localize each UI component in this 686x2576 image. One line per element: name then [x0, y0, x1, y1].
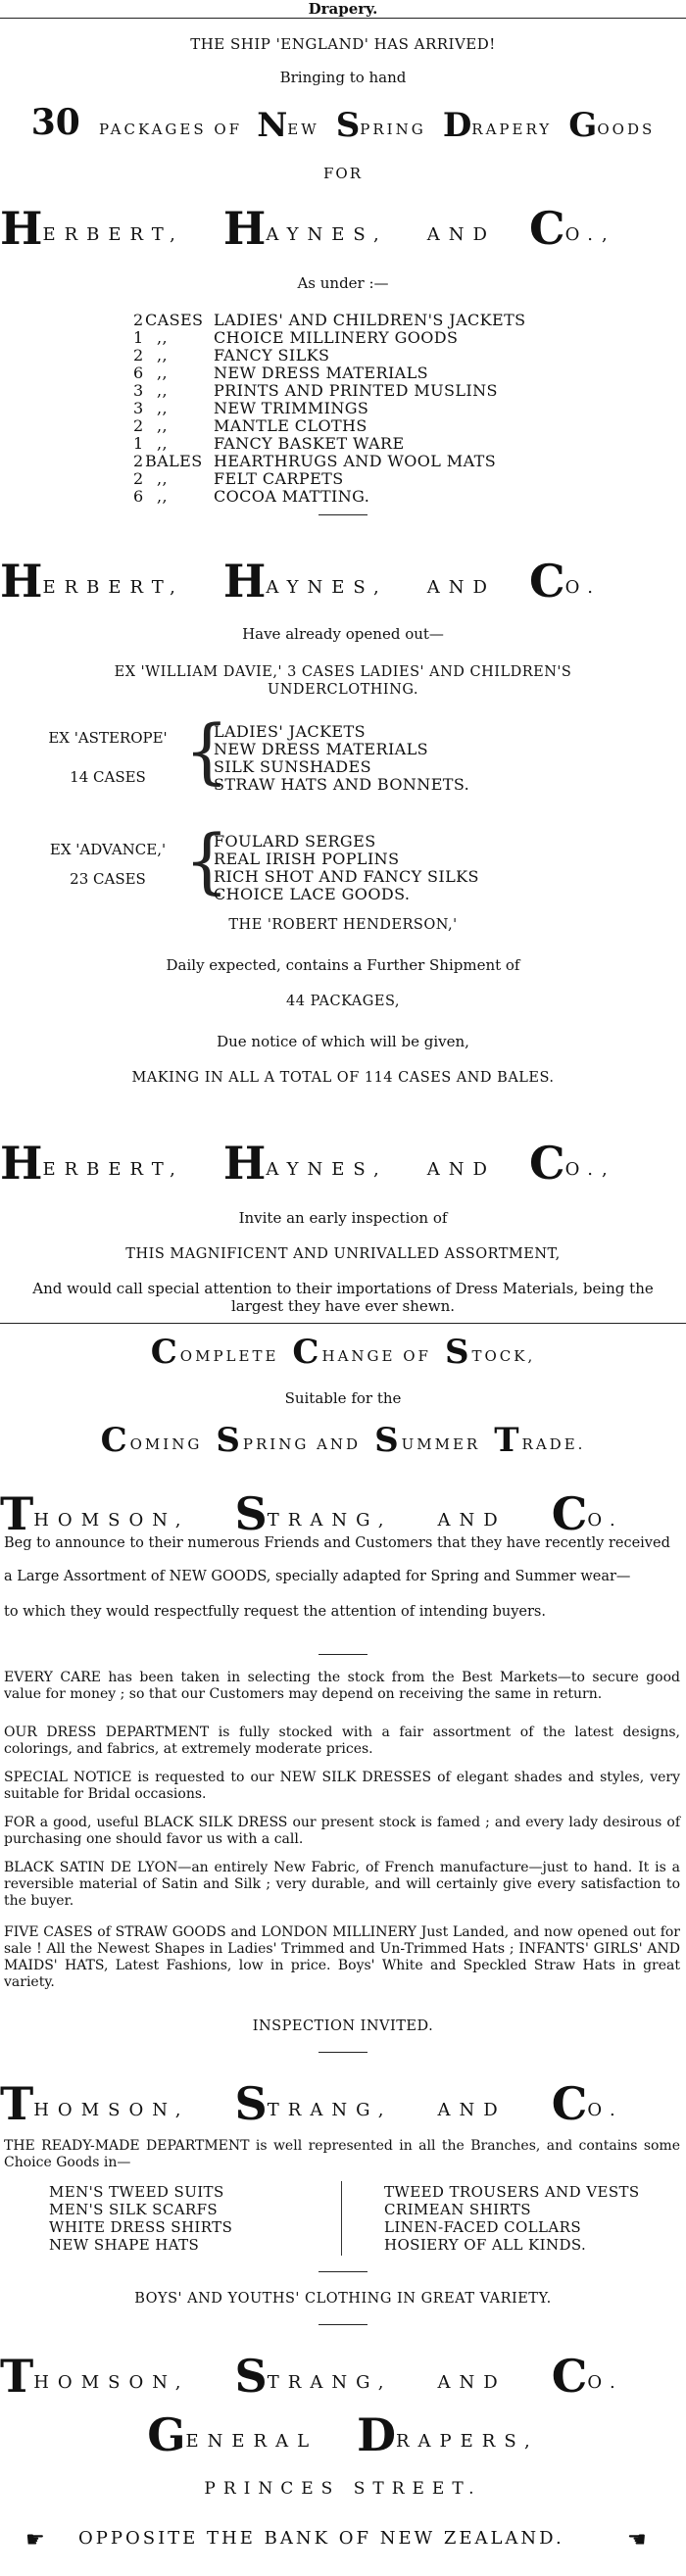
co-c-cap: C — [528, 1137, 565, 1190]
spring-cap: S — [216, 1421, 243, 1460]
co-rest: O., — [564, 1159, 616, 1180]
item-unit: ,, — [157, 328, 168, 347]
general-g-cap: G — [147, 2408, 186, 2461]
shipment-item — [133, 417, 526, 435]
shipment-item — [133, 435, 526, 453]
ready-made-left-column — [49, 2183, 232, 2254]
drapery-rest: RAPERY — [471, 121, 553, 138]
and-word: AND — [426, 224, 496, 245]
beg-line-1: Beg to announce to their numerous Friends and Customers that they have recently received — [4, 1535, 670, 1551]
co-rest: O. — [587, 2372, 624, 2393]
stock-rest: TOCK, — [471, 1347, 536, 1365]
every-care-paragraph: EVERY CARE has been taken in selecting the stock from the Best Markets—to secure good value for money ; so that our Customers may depend on receiving the same in return. — [4, 1670, 680, 1702]
shipment-item — [133, 453, 526, 470]
shipment-item — [133, 470, 526, 488]
magnificent-line: THIS MAGNIFICENT AND UNRIVALLED ASSORTMENT, — [125, 1246, 561, 1262]
haynes-rest: AYNES, — [266, 224, 388, 245]
ready-made-item: CRIMEAN SHIRTS — [384, 2201, 531, 2218]
item-unit: CASES — [145, 311, 204, 329]
special-notice-paragraph: SPECIAL NOTICE is requested to our NEW SILK DRESSES of elegant shades and styles, very suitable for Bridal occasions. — [4, 1770, 680, 1802]
attention-line-1: And would call special attention to their importations of Dress Materials, being the — [32, 1280, 654, 1297]
change-rest: HANGE OF — [321, 1347, 431, 1365]
item-description: NEW DRESS MATERIALS — [214, 364, 429, 382]
strang-s-cap: S — [234, 1487, 268, 1540]
item-description: HEARTHRUGS AND WOOL MATS — [214, 452, 497, 470]
spring-rest: PRING — [360, 121, 426, 138]
ready-made-item: HOSIERY OF ALL KINDS. — [384, 2236, 587, 2254]
for-line: FOR — [323, 165, 363, 182]
item-quantity: 3 — [133, 381, 144, 400]
item-quantity: 2 — [133, 346, 144, 365]
coming-rest: OMING — [129, 1435, 203, 1453]
packages-count: 30 — [30, 102, 80, 143]
item-description: FANCY BASKET WARE — [214, 434, 405, 453]
bringing-line: Bringing to hand — [279, 69, 407, 86]
advance-cases: 23 CASES — [70, 870, 146, 888]
strang-rest: TRANG, — [267, 2100, 393, 2120]
item-unit: ,, — [157, 434, 168, 453]
herbert-rest: ERBERT, — [42, 577, 184, 598]
item-quantity: 2 — [133, 311, 144, 329]
thomson-rest: HOMSON, — [33, 2100, 190, 2120]
general-drapers-line — [0, 2408, 686, 2461]
thomson-t-cap: T — [0, 1487, 34, 1540]
item-unit: ,, — [157, 469, 168, 488]
ready-made-item: TWEED TROUSERS AND VESTS — [384, 2183, 640, 2201]
strang-s-cap: S — [234, 2077, 268, 2130]
co-c-cap: C — [528, 202, 565, 255]
thomson-rest: HOMSON, — [33, 2372, 190, 2393]
haynes-h-cap: H — [222, 1137, 267, 1190]
opened-line: Have already opened out— — [242, 625, 444, 643]
and-word: AND — [426, 1159, 496, 1180]
and-word: AND — [437, 2372, 507, 2393]
straw-goods-paragraph: FIVE CASES of STRAW GOODS and LONDON MILLINERY Just Landed, and now opened out for sale ! All the Newest Shapes in Ladies' Trimmed and Un-Trimmed Hats ; INFANTS' GIRLS' AND MAIDS' HATS, Latest Fashions, low in price. Boys' White and Speckled Straw Hats in great variety. — [4, 1924, 680, 1990]
herbert-h-cap: H — [0, 202, 43, 255]
packages-word: PACKAGES OF — [98, 121, 243, 138]
asterope-item: STRAW HATS AND BONNETS. — [214, 775, 470, 794]
packages-44-line: 44 PACKAGES, — [286, 994, 400, 1009]
short-rule — [318, 1654, 368, 1655]
ready-made-item: NEW SHAPE HATS — [49, 2236, 200, 2254]
thomson-name-2 — [0, 2077, 686, 2130]
suitable-line: Suitable for the — [284, 1389, 402, 1407]
item-description: FANCY SILKS — [214, 346, 330, 365]
item-quantity: 3 — [133, 399, 144, 417]
opposite-bank-text: OPPOSITE THE BANK OF NEW ZEALAND. — [78, 2528, 564, 2549]
new-cap: N — [257, 106, 288, 145]
strang-s-cap: S — [234, 2350, 268, 2403]
item-description: MANTLE CLOTHS — [214, 416, 368, 435]
thomson-rest: HOMSON, — [33, 1510, 190, 1531]
change-cap: C — [292, 1333, 322, 1372]
black-silk-paragraph: FOR a good, useful BLACK SILK DRESS our present stock is famed ; and every lady desirous of purchasing one should favor us with a call. — [4, 1815, 680, 1847]
short-rule — [318, 2324, 368, 2325]
item-quantity: 2 — [133, 452, 144, 470]
advance-item: RICH SHOT AND FANCY SILKS — [214, 867, 479, 886]
thomson-name-3 — [0, 2350, 686, 2403]
stock-cap: S — [444, 1333, 472, 1372]
ready-made-paragraph: THE READY-MADE DEPARTMENT is well represented in all the Branches, and contains some Choice Goods in— — [4, 2138, 680, 2170]
item-unit: ,, — [157, 399, 168, 417]
and-word: AND — [437, 1510, 507, 1531]
shipment-item — [133, 365, 526, 382]
complete-cap: C — [150, 1333, 180, 1372]
item-quantity: 1 — [133, 434, 144, 453]
item-description: CHOICE MILLINERY GOODS — [214, 328, 459, 347]
asterope-brace: { — [184, 709, 229, 792]
advance-items — [214, 833, 479, 903]
haynes-rest: AYNES, — [266, 577, 388, 598]
ready-made-item: LINEN-FACED COLLARS — [384, 2218, 582, 2236]
shipment-item — [133, 488, 526, 506]
pointing-hand-right-icon: ☚ — [627, 2528, 650, 2552]
section-header: Drapery. — [308, 0, 378, 18]
advance-brace: { — [184, 819, 229, 901]
herbert-name-2 — [0, 555, 686, 608]
thomson-t-cap: T — [0, 2077, 34, 2130]
coming-season-headline — [0, 1421, 686, 1460]
boys-clothing-line: BOYS' AND YOUTHS' CLOTHING IN GREAT VARIETY. — [134, 2291, 552, 2307]
co-c-cap: C — [551, 1487, 588, 1540]
ready-made-right-column — [384, 2183, 640, 2254]
notice-line: Due notice of which will be given, — [217, 1033, 469, 1050]
item-description: LADIES' AND CHILDREN'S JACKETS — [214, 311, 526, 329]
satin-de-lyon-paragraph: BLACK SATIN DE LYON—an entirely New Fabric, of French manufacture—just to hand. It is a reversible material of Satin and Silk ; very durable, and will certainly give every satisfaction to the buyer. — [4, 1860, 680, 1909]
herbert-name-1 — [0, 202, 686, 255]
item-description: PRINTS AND PRINTED MUSLINS — [214, 381, 498, 400]
item-unit: ,, — [157, 381, 168, 400]
item-unit: ,, — [157, 416, 168, 435]
robert-henderson-line: THE 'ROBERT HENDERSON,' — [228, 917, 458, 933]
item-description: FELT CARPETS — [214, 469, 344, 488]
beg-line-3: to which they would respectfully request the attention of intending buyers. — [4, 1604, 546, 1620]
general-rest: ENERAL — [185, 2431, 318, 2452]
item-quantity: 1 — [133, 328, 144, 347]
and-word: AND — [426, 577, 496, 598]
advance-item: FOULARD SERGES — [214, 832, 376, 851]
drapers-d-cap: D — [357, 2408, 396, 2461]
haynes-h-cap: H — [222, 555, 267, 608]
haynes-h-cap: H — [222, 202, 267, 255]
spring-rest: PRING AND — [242, 1435, 362, 1453]
co-rest: O., — [564, 224, 616, 245]
ready-made-item: MEN'S TWEED SUITS — [49, 2183, 224, 2201]
attention-line-2: largest they have ever shewn. — [230, 1297, 456, 1315]
herbert-name-3 — [0, 1137, 686, 1190]
thomson-name-1 — [0, 1487, 686, 1540]
asterope-items — [214, 723, 469, 794]
haynes-rest: AYNES, — [266, 1159, 388, 1180]
beg-line-2: a Large Assortment of NEW GOODS, specially adapted for Spring and Summer wear— — [4, 1569, 631, 1584]
item-unit: ,, — [157, 346, 168, 365]
pointing-hand-left-icon: ☛ — [25, 2528, 48, 2552]
shipment-item — [133, 329, 526, 347]
coming-cap: C — [100, 1421, 130, 1460]
item-unit: BALES — [145, 452, 203, 470]
herbert-rest: ERBERT, — [42, 1159, 184, 1180]
shipment-items-list — [133, 312, 526, 506]
spring-cap: S — [335, 106, 361, 145]
inspection-invited-line: INSPECTION INVITED. — [252, 2018, 434, 2034]
header-rule — [0, 18, 686, 19]
as-under-line: As under :— — [297, 274, 389, 292]
herbert-h-cap: H — [0, 1137, 43, 1190]
ready-made-item: MEN'S SILK SCARFS — [49, 2201, 219, 2218]
item-quantity: 6 — [133, 487, 144, 506]
daily-expected-line: Daily expected, contains a Further Shipment of — [166, 956, 520, 974]
item-unit: ,, — [157, 487, 168, 506]
ex-william-line-1: EX 'WILLIAM DAVIE,' 3 CASES LADIES' AND CHILDREN'S — [114, 664, 572, 680]
short-rule — [318, 514, 368, 515]
summer-cap: S — [374, 1421, 402, 1460]
ready-made-item: WHITE DRESS SHIRTS — [49, 2218, 233, 2236]
asterope-cases: 14 CASES — [70, 768, 146, 786]
item-description: NEW TRIMMINGS — [214, 399, 369, 417]
co-rest: O. — [587, 1510, 624, 1531]
dress-department-paragraph: OUR DRESS DEPARTMENT is fully stocked with a fair assortment of the latest designs, colorings, and fabrics, at extremely moderate prices. — [4, 1725, 680, 1757]
item-unit: ,, — [157, 364, 168, 382]
complete-change-headline — [0, 1333, 686, 1372]
item-quantity: 2 — [133, 416, 144, 435]
item-quantity: 6 — [133, 364, 144, 382]
ad-divider-rule — [0, 1323, 686, 1324]
ship-arrived-line: THE SHIP 'ENGLAND' HAS ARRIVED! — [190, 35, 496, 53]
total-line: MAKING IN ALL A TOTAL OF 114 CASES AND BALES. — [131, 1070, 555, 1086]
co-c-cap: C — [551, 2077, 588, 2130]
strang-rest: TRANG, — [267, 2372, 393, 2393]
advance-item: CHOICE LACE GOODS. — [214, 885, 411, 903]
strang-rest: TRANG, — [267, 1510, 393, 1531]
trade-rest: RADE. — [521, 1435, 586, 1453]
co-rest: O. — [587, 2100, 624, 2120]
asterope-item: NEW DRESS MATERIALS — [214, 740, 429, 758]
advance-item: REAL IRISH POPLINS — [214, 850, 400, 868]
goods-rest: OODS — [597, 121, 656, 138]
and-word: AND — [437, 2100, 507, 2120]
asterope-item: LADIES' JACKETS — [214, 722, 366, 741]
goods-cap: G — [568, 106, 598, 145]
asterope-label: EX 'ASTEROPE' — [48, 729, 168, 747]
ex-william-line-2: UNDERCLOTHING. — [267, 682, 419, 698]
asterope-item: SILK SUNSHADES — [214, 757, 371, 776]
shipment-item — [133, 347, 526, 365]
shipment-item — [133, 382, 526, 400]
new-rest: EW — [287, 121, 319, 138]
princes-street-line: PRINCES STREET. — [204, 2479, 482, 2499]
herbert-h-cap: H — [0, 555, 43, 608]
co-c-cap: C — [528, 555, 565, 608]
item-quantity: 2 — [133, 469, 144, 488]
invite-line: Invite an early inspection of — [238, 1209, 448, 1227]
item-description: COCOA MATTING. — [214, 487, 370, 506]
co-c-cap: C — [551, 2350, 588, 2403]
co-rest: O. — [564, 577, 603, 598]
thomson-t-cap: T — [0, 2350, 34, 2403]
summer-rest: UMMER — [401, 1435, 481, 1453]
trade-cap: T — [494, 1421, 522, 1460]
column-divider — [341, 2181, 342, 2256]
herbert-rest: ERBERT, — [42, 224, 184, 245]
drapers-rest: RAPERS, — [395, 2431, 539, 2452]
shipment-item — [133, 312, 526, 329]
short-rule — [318, 2271, 368, 2272]
shipment-item — [133, 400, 526, 417]
advance-label: EX 'ADVANCE,' — [49, 841, 167, 858]
packages-headline — [0, 102, 686, 145]
short-rule — [318, 2052, 368, 2053]
drapery-cap: D — [442, 106, 472, 145]
complete-rest: OMPLETE — [179, 1347, 279, 1365]
